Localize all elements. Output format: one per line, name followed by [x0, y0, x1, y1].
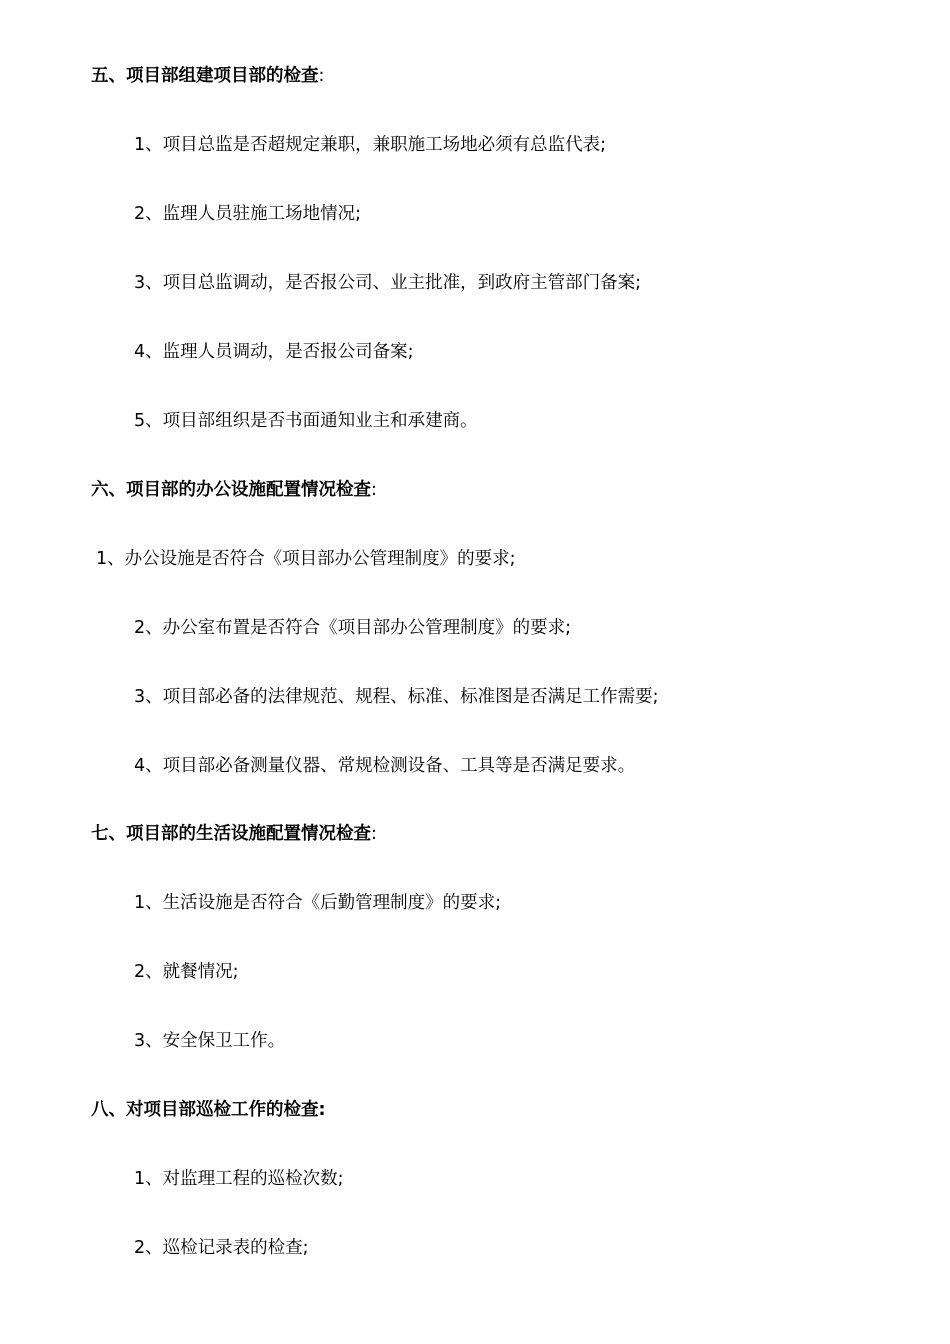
list-item: 3、项目部必备的法律规范、规程、标准、标准图是否满足工作需要; [134, 687, 659, 707]
section-heading-text: 六、项目部的办公设施配置情况检查 [91, 480, 371, 500]
list-item: 1、对监理工程的巡检次数; [134, 1169, 344, 1189]
list-item: 1、办公设施是否符合《项目部办公管理制度》的要求; [96, 549, 516, 569]
section-heading-text: 八、对项目部巡检工作的检查: [91, 1100, 326, 1120]
list-item: 2、巡检记录表的检查; [134, 1238, 309, 1258]
section-heading-colon: : [318, 66, 325, 86]
section-heading-colon: : [371, 824, 377, 844]
section-heading-6 [91, 478, 377, 502]
list-item: 5、项目部组织是否书面通知业主和承建商。 [134, 411, 478, 431]
list-item: 4、监理人员调动，是否报公司备案; [134, 342, 414, 362]
list-item: 2、监理人员驻施工场地情况; [134, 204, 362, 224]
list-item: 1、项目总监是否超规定兼职，兼职施工场地必须有总监代表; [134, 135, 607, 155]
section-heading-text: 五、项目部组建项目部的检查 [91, 66, 319, 86]
section-heading-text: 七、项目部的生活设施配置情况检查 [91, 824, 371, 844]
list-item: 4、项目部必备测量仪器、常规检测设备、工具等是否满足要求。 [134, 756, 636, 776]
section-heading-5 [91, 64, 324, 88]
section-heading-7 [91, 822, 377, 846]
list-item: 3、项目总监调动，是否报公司、业主批准，到政府主管部门备案; [134, 273, 642, 293]
list-item: 2、办公室布置是否符合《项目部办公管理制度》的要求; [134, 618, 572, 638]
list-item: 3、安全保卫工作。 [134, 1031, 286, 1051]
section-heading-8 [91, 1098, 326, 1122]
list-item: 1、生活设施是否符合《后勤管理制度》的要求; [134, 893, 502, 913]
section-heading-colon: : [371, 480, 377, 500]
list-item: 2、就餐情况; [134, 962, 239, 982]
